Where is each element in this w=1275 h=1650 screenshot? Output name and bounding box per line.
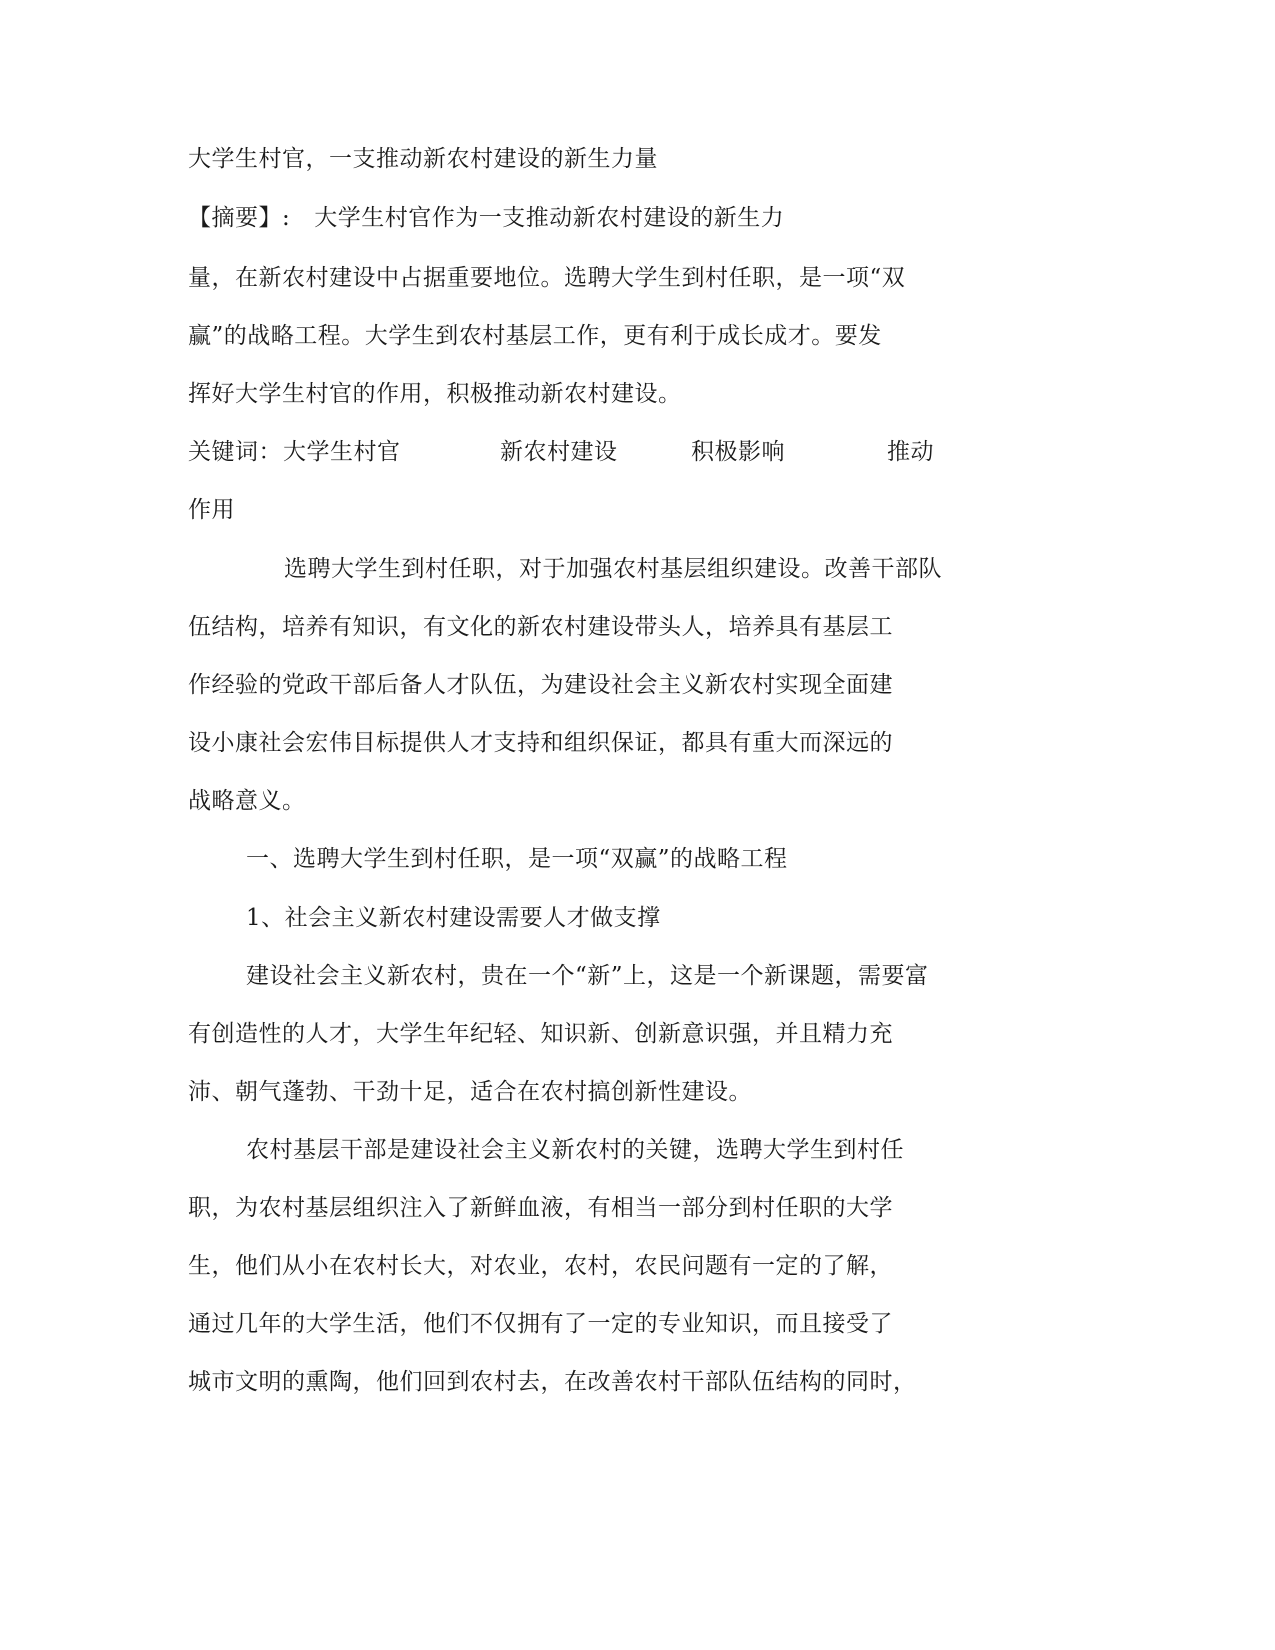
document-title: 大学生村官，一支推动新农村建设的新生力量 [188, 146, 658, 172]
subsection-heading: 1、社会主义新农村建设需要人才做支撑 [246, 905, 661, 931]
keyword-item: 积极影响 [691, 439, 785, 465]
paragraph-line: 农村基层干部是建设社会主义新农村的关键，选聘大学生到村任 [246, 1137, 904, 1163]
abstract-first-line [188, 203, 784, 233]
abstract-line: 大学生村官作为一支推动新农村建设的新生力 [314, 205, 785, 231]
paragraph-line: 职，为农村基层组织注入了新鲜血液，有相当一部分到村任职的大学 [188, 1195, 893, 1221]
paragraph-line: 通过几年的大学生活，他们不仅拥有了一定的专业知识，而且接受了 [188, 1311, 893, 1337]
intro-line: 作经验的党政干部后备人才队伍，为建设社会主义新农村实现全面建 [188, 672, 893, 698]
keyword-item: 作用 [188, 497, 235, 523]
intro-line: 选聘大学生到村任职，对于加强农村基层组织建设。改善干部队 [284, 556, 942, 582]
intro-line: 伍结构，培养有知识，有文化的新农村建设带头人，培养具有基层工 [188, 614, 893, 640]
abstract-label: 【摘要】: [188, 205, 291, 231]
keywords-label: 关键词： [188, 439, 282, 465]
abstract-line: 赢”的战略工程。大学生到农村基层工作，更有利于成长成才。要发 [188, 323, 882, 349]
intro-line: 战略意义。 [188, 788, 306, 814]
abstract-line: 挥好大学生村官的作用，积极推动新农村建设。 [188, 381, 682, 407]
keyword-item: 推动 [887, 439, 934, 465]
paragraph-line: 有创造性的人才，大学生年纪轻、知识新、创新意识强，并且精力充 [188, 1021, 893, 1047]
keyword-item: 新农村建设 [500, 439, 618, 465]
abstract-line: 量，在新农村建设中占据重要地位。选聘大学生到村任职，是一项“双 [188, 265, 906, 291]
keyword-item: 大学生村官 [283, 439, 401, 465]
paragraph-line: 沛、朝气蓬勃、干劲十足，适合在农村搞创新性建设。 [188, 1079, 752, 1105]
paragraph-line: 城市文明的熏陶，他们回到农村去，在改善农村干部队伍结构的同时， [188, 1369, 917, 1395]
keywords-line [188, 437, 988, 467]
section-heading: 一、选聘大学生到村任职，是一项“双赢”的战略工程 [246, 846, 788, 872]
paragraph-line: 建设社会主义新农村，贵在一个“新”上，这是一个新课题，需要富 [246, 963, 929, 989]
intro-line: 设小康社会宏伟目标提供人才支持和组织保证，都具有重大而深远的 [188, 730, 893, 756]
paragraph-line: 生，他们从小在农村长大，对农业，农村，农民问题有一定的了解， [188, 1253, 893, 1279]
